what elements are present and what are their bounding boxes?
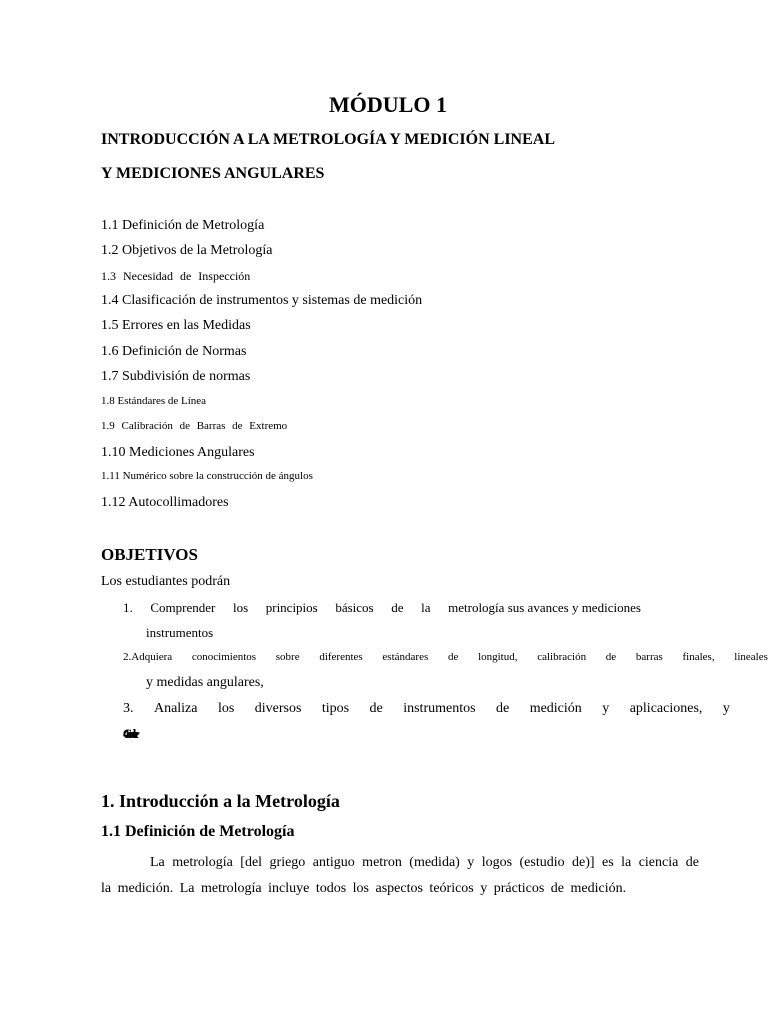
objectives-intro: Los estudiantes podrán — [101, 574, 231, 589]
toc-item-1-9: 1.9 Calibración de Barras de Extremo — [101, 420, 288, 432]
module-title: MÓDULO 1 — [329, 92, 447, 117]
objective-item-4-garbled: 4.Conocer los — [123, 726, 133, 741]
objective-2-word: longitud, — [478, 651, 518, 663]
section-heading: 1. Introducción a la Metrología — [101, 791, 340, 811]
toc-item-1-8: 1.8 Estándares de Línea — [101, 395, 207, 407]
objective-2-word: diferentes — [319, 651, 363, 663]
module-subtitle-line-1: INTRODUCCIÓN A LA METROLOGÍA Y MEDICIÓN LINEAL — [101, 131, 555, 148]
objective-2-word: barras — [635, 651, 663, 663]
objective-2-word: finales, — [682, 651, 715, 663]
objective-1-word: la — [421, 600, 431, 615]
objective-3-word: medición — [529, 701, 582, 716]
objectives-heading: OBJETIVOS — [101, 545, 198, 564]
objective-3-word: y — [602, 701, 610, 716]
objective-1-word: Comprender — [150, 600, 216, 615]
objective-2-word: sobre — [275, 651, 300, 663]
toc-item-1-5: 1.5 Errores en las Medidas — [101, 318, 251, 333]
objective-3-word: de — [496, 701, 510, 716]
toc-item-1-7: 1.7 Subdivisión de normas — [101, 369, 251, 384]
objective-item-1 — [123, 600, 641, 616]
toc-item-1-1: 1.1 Definición de Metrología — [101, 218, 265, 233]
objective-item-2 — [123, 651, 768, 663]
objective-2-word: estándares — [382, 651, 429, 663]
objective-3-word: y — [722, 701, 730, 716]
objective-3-word: tipos — [321, 701, 350, 716]
toc-item-1-6: 1.6 Definición de Normas — [101, 344, 247, 359]
objective-3-word: de — [369, 701, 383, 716]
toc-item-1-12: 1.12 Autocollimadores — [101, 495, 229, 510]
objective-2-word: calibración — [537, 651, 587, 663]
toc-item-1-11: 1.11 Numérico sobre la construcción de ángulos — [101, 470, 313, 482]
objective-3-word: 3. — [123, 701, 134, 716]
objective-3-word: diversos — [254, 701, 302, 716]
objective-3-word: los — [217, 701, 235, 716]
objective-item-2-continuation: y medidas angulares, — [146, 675, 264, 690]
body-paragraph: La metrología [del griego antiguo metron (medida) y logos (estudio de)] es la ciencia de la medición. La metrología incluye todos los aspectos teóricos y prácticos de medición. — [101, 855, 699, 896]
objective-1-word: 1. — [123, 600, 133, 615]
objective-item-1-continuation: instrumentos — [146, 625, 214, 640]
subsection-heading: 1.1 Definición de Metrología — [101, 823, 295, 840]
objective-2-word: 2.Adquiera — [123, 651, 173, 663]
objective-1-word: metrología sus avances y mediciones — [448, 600, 641, 615]
objective-1-word: de — [391, 600, 404, 615]
objective-item-3 — [123, 701, 730, 717]
objective-1-word: principios — [265, 600, 318, 615]
objective-3-word: Analiza — [153, 701, 198, 716]
objective-3-word: aplicaciones, — [629, 701, 703, 716]
toc-item-1-2: 1.2 Objetivos de la Metrología — [101, 243, 273, 258]
toc-item-1-4: 1.4 Clasificación de instrumentos y sistemas de medición — [101, 293, 423, 308]
module-subtitle-line-2: Y MEDICIONES ANGULARES — [101, 165, 325, 182]
toc-item-1-3: 1.3 Necesidad de Inspección — [101, 269, 251, 283]
toc-item-1-10: 1.10 Mediciones Angulares — [101, 445, 255, 460]
objective-2-word: de — [447, 651, 459, 663]
objective-2-word: lineales — [734, 651, 768, 663]
objective-3-word: instrumentos — [403, 701, 476, 716]
objective-2-word: de — [605, 651, 617, 663]
objective-1-word: básicos — [335, 600, 374, 615]
objective-2-word: conocimientos — [191, 651, 257, 663]
objective-1-word: los — [232, 600, 249, 615]
